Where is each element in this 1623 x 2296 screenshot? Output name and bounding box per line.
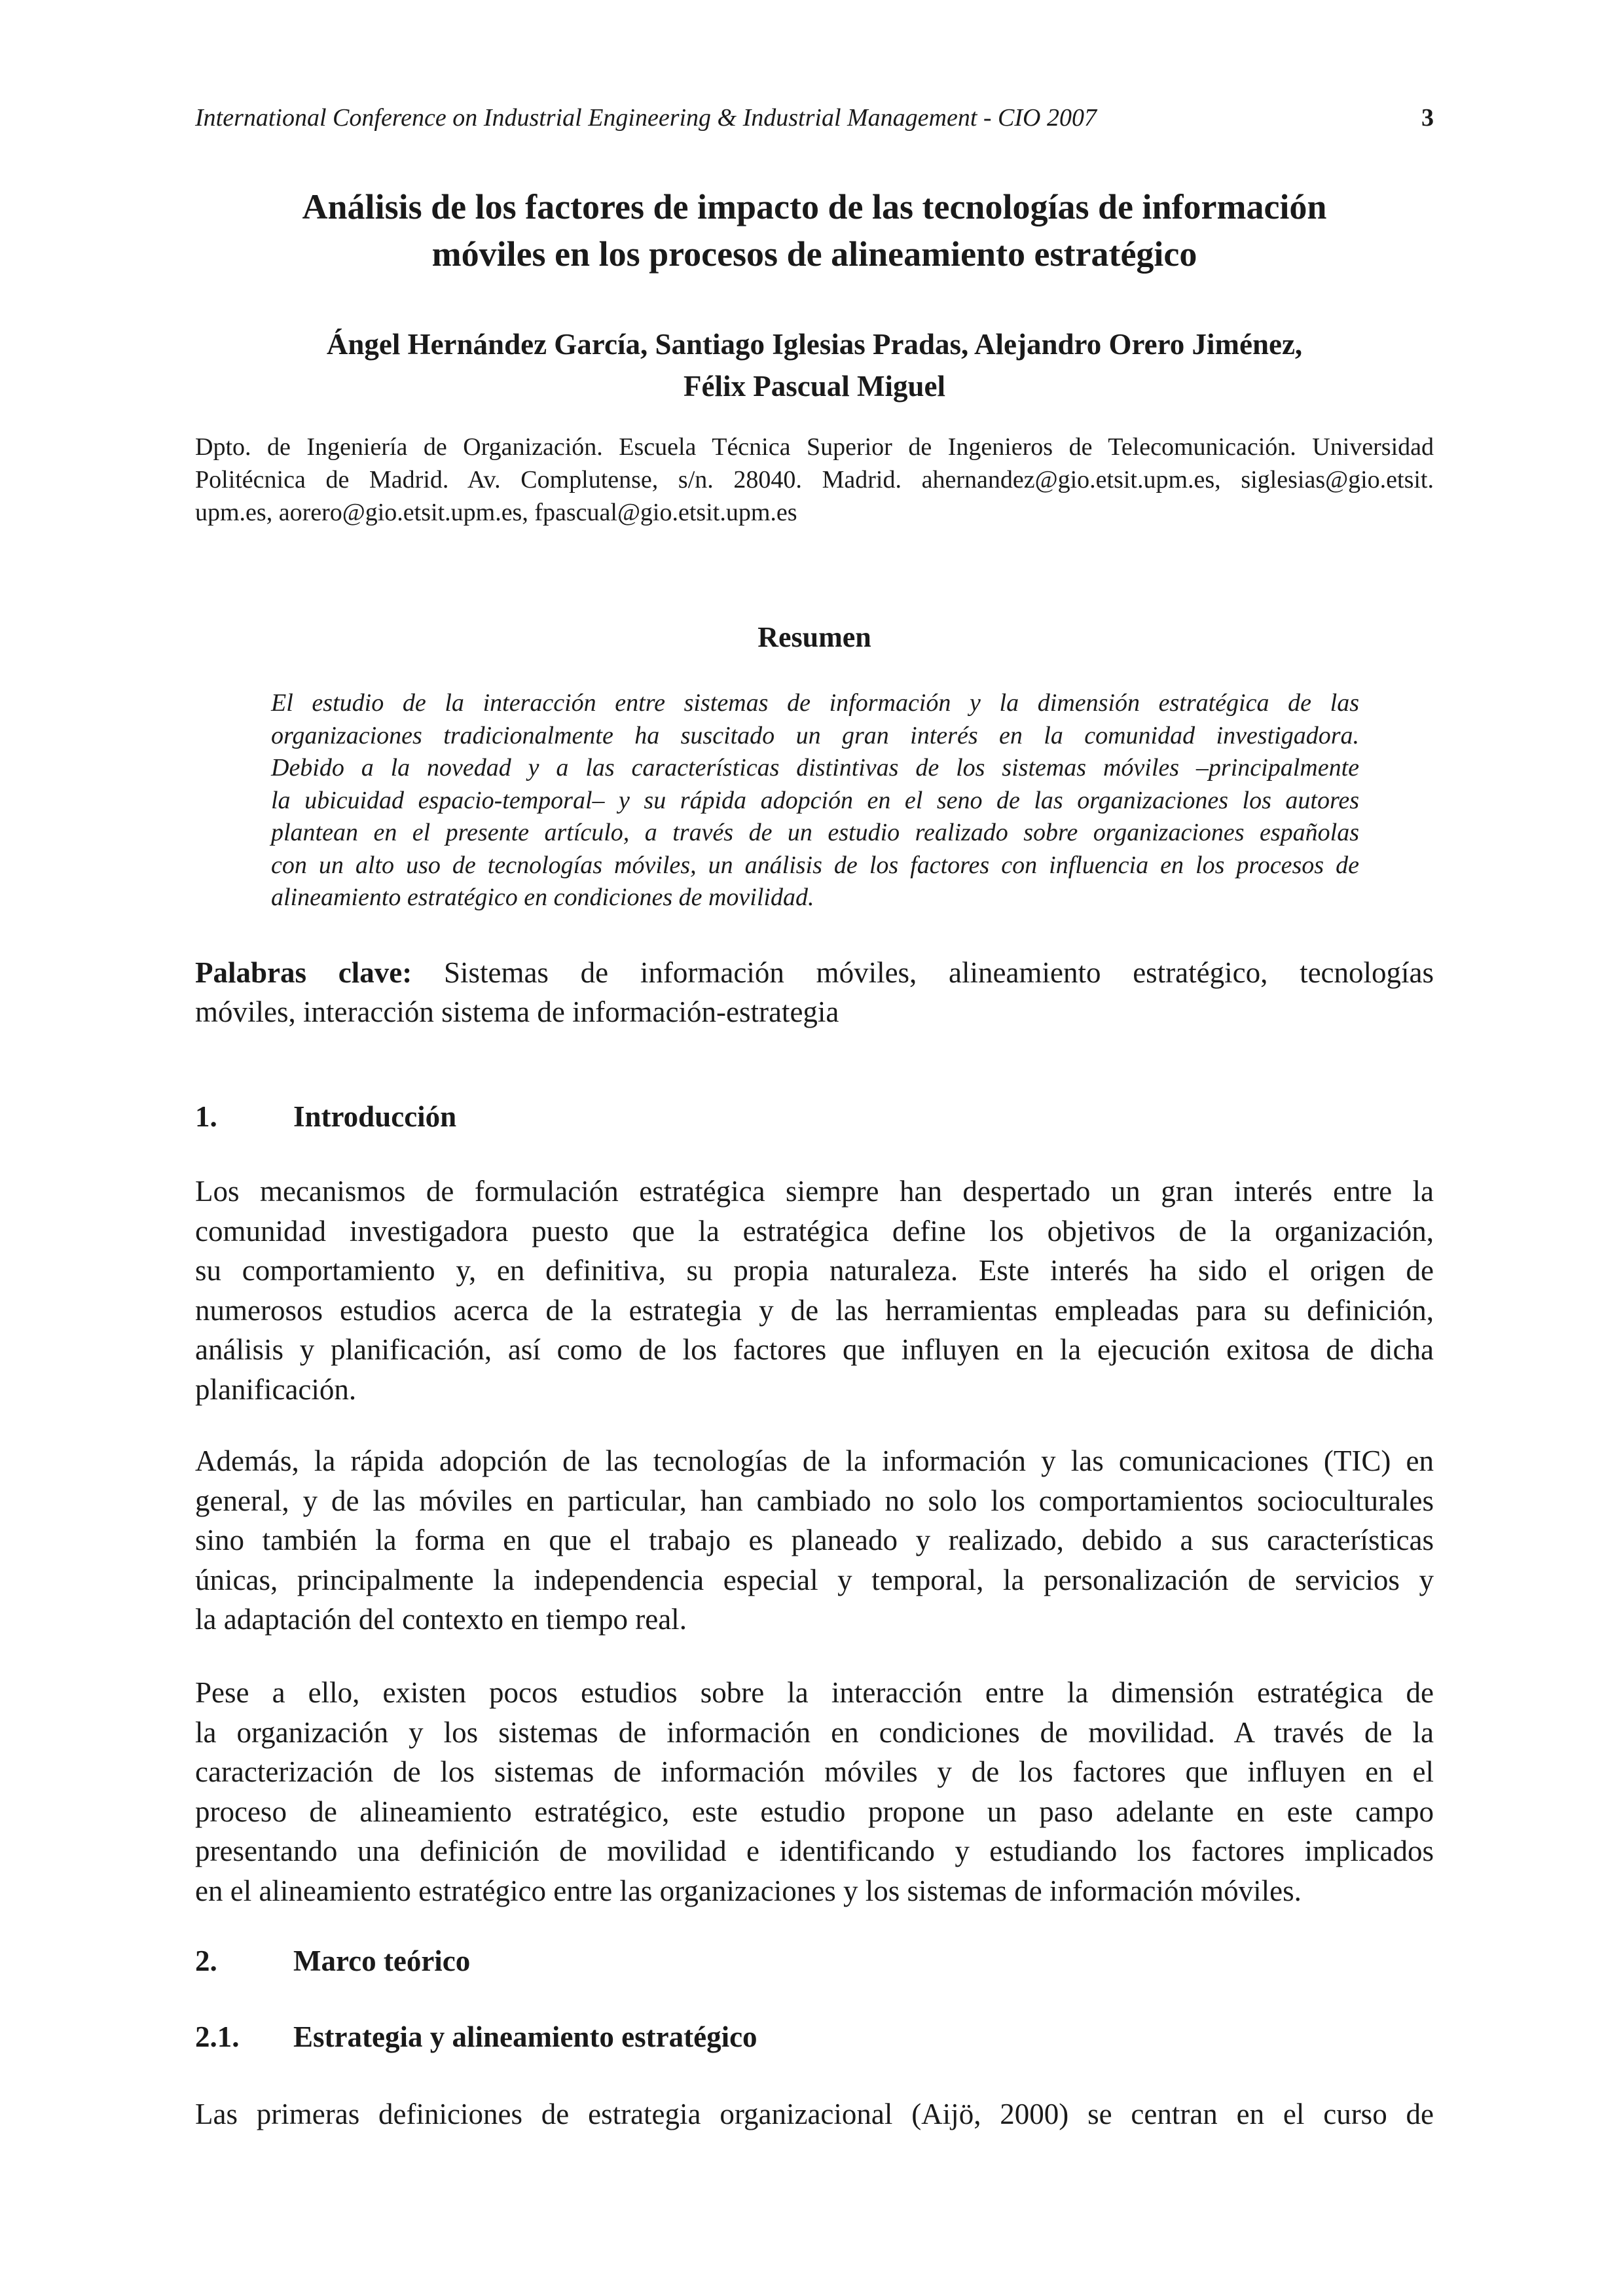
abstract-line: alineamiento estratégico en condiciones de movilidad. <box>271 884 814 911</box>
title-line: Análisis de los factores de impacto de las tecnologías de información <box>302 187 1327 226</box>
keywords <box>195 953 1434 1031</box>
abstract-line: con un alto uso de tecnologías móviles, un análisis de los factores con influencia en los procesos de <box>271 851 1359 879</box>
abstract-line: El estudio de la interacción entre sistemas de información y la dimensión estratégica de las <box>271 689 1359 717</box>
paragraph-line: Los mecanismos de formulación estratégica siempre han despertado un gran interés entre la <box>195 1175 1434 1208</box>
paper-title <box>195 183 1434 278</box>
keywords-text: Sistemas de información móviles, alineamiento estratégico, tecnologías <box>443 956 1434 989</box>
paragraph-1 <box>195 1172 1434 1409</box>
keywords-text: móviles, interacción sistema de información-estrategia <box>195 996 839 1028</box>
keywords-label: Palabras clave: <box>195 956 412 989</box>
paragraph-line: Pese a ello, existen pocos estudios sobre la interacción entre la dimensión estratégica de <box>195 1676 1434 1709</box>
paragraph-line: numerosos estudios acerca de la estrategia y de las herramientas empleadas para su definición, <box>195 1293 1434 1327</box>
paragraph-line: su comportamiento y, en definitiva, su propia naturaleza. Este interés ha sido el origen de <box>195 1254 1434 1287</box>
paragraph-line: sino también la forma en que el trabajo es planeado y realizado, debido a sus características <box>195 1524 1434 1556</box>
paragraph-line: la adaptación del contexto en tiempo real. <box>195 1603 687 1636</box>
affiliation-line: Dpto. de Ingeniería de Organización. Escuela Técnica Superior de Ingenieros de Telecomunicación. Universidad <box>195 433 1434 461</box>
paragraph-line: en el alineamiento estratégico entre las organizaciones y los sistemas de información móviles. <box>195 1874 1302 1907</box>
paragraph-line: caracterización de los sistemas de información móviles y de los factores que influyen en el <box>195 1755 1434 1788</box>
section-title: Introducción <box>293 1100 457 1133</box>
affiliation-line: upm.es, aorero@gio.etsit.upm.es, fpascual@gio.etsit.upm.es <box>195 499 797 526</box>
paragraph-line: general, y de las móviles en particular, han cambiado no solo los comportamientos socioculturales <box>195 1484 1434 1517</box>
running-header <box>195 98 1434 137</box>
conference-title: International Conference on Industrial Engineering & Industrial Management - CIO 2007 <box>195 104 1097 132</box>
abstract-line: organizaciones tradicionalmente ha suscitado un gran interés en la comunidad investigadora. <box>271 721 1359 749</box>
section-heading-2-1 <box>195 2017 1434 2056</box>
paragraph-line: comunidad investigadora puesto que la estratégica define los objetivos de la organización, <box>195 1214 1434 1247</box>
section-number: 2.1. <box>195 2020 240 2053</box>
abstract-body <box>271 687 1359 914</box>
paragraph-4 <box>195 2094 1434 2134</box>
title-line: móviles en los procesos de alineamiento estratégico <box>431 234 1197 274</box>
section-heading-2 <box>195 1941 1434 1981</box>
page-number: 3 <box>1421 104 1434 132</box>
paragraph-line: presentando una definición de movilidad e identificando y estudiando los factores implicados <box>195 1835 1434 1867</box>
paragraph-3 <box>195 1673 1434 1910</box>
paragraph-2 <box>195 1441 1434 1640</box>
paragraph-line: proceso de alineamiento estratégico, este estudio propone un paso adelante en este campo <box>195 1795 1434 1828</box>
abstract-line: la ubicuidad espacio-temporal– y su rápida adopción en el seno de las organizaciones los autores <box>271 786 1359 814</box>
author-list <box>195 323 1434 407</box>
author-line: Félix Pascual Miguel <box>684 370 945 403</box>
abstract-line: plantean en el presente artículo, a través de un estudio realizado sobre organizaciones españolas <box>271 819 1359 846</box>
abstract-line: Debido a la novedad y a las características distintivas de los sistemas móviles –principalmente <box>271 754 1359 781</box>
paragraph-line: análisis y planificación, así como de los factores que influyen en la ejecución exitosa de dicha <box>195 1333 1434 1366</box>
abstract-heading: Resumen <box>757 621 871 653</box>
section-title: Marco teórico <box>293 1945 471 1977</box>
affiliation <box>195 431 1434 529</box>
section-heading-1 <box>195 1097 1434 1136</box>
paragraph-line: Además, la rápida adopción de las tecnologías de la información y las comunicaciones (TIC) en <box>195 1444 1434 1477</box>
section-number: 1. <box>195 1100 217 1133</box>
author-line: Ángel Hernández García, Santiago Iglesias Pradas, Alejandro Orero Jiménez, <box>326 328 1303 361</box>
paragraph-line: únicas, principalmente la independencia especial y temporal, la personalización de servicios y <box>195 1563 1434 1596</box>
section-number: 2. <box>195 1945 217 1977</box>
affiliation-line: Politécnica de Madrid. Av. Complutense, s/n. 28040. Madrid. ahernandez@gio.etsit.upm.es, siglesias@gio.etsit. <box>195 466 1434 493</box>
paragraph-line: la organización y los sistemas de información en condiciones de movilidad. A través de la <box>195 1715 1434 1749</box>
paragraph-line: planificación. <box>195 1372 357 1406</box>
paragraph-line: Las primeras definiciones de estrategia organizacional (Aijö, 2000) se centran en el curso de <box>195 2098 1434 2130</box>
section-title: Estrategia y alineamiento estratégico <box>293 2020 757 2053</box>
